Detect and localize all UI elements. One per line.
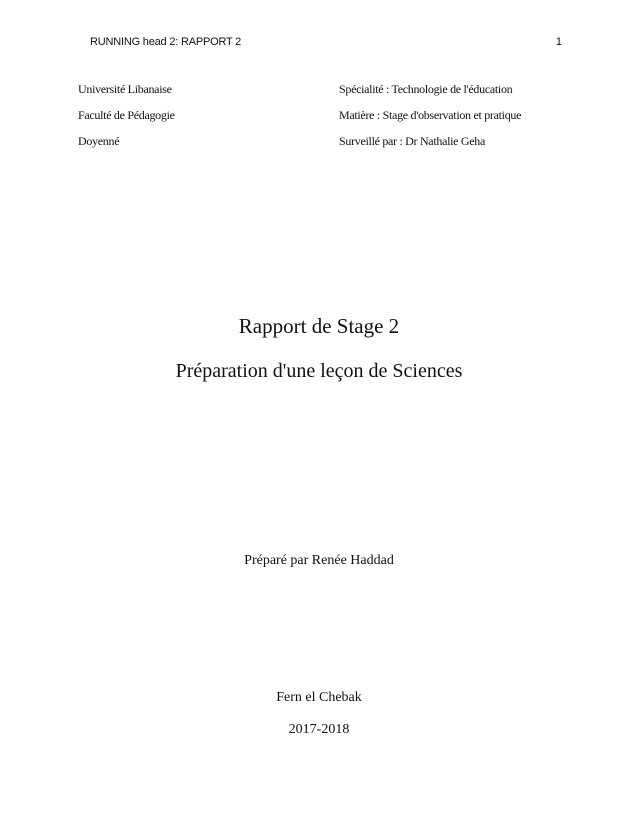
university-name: Université Libanaise [78,82,172,96]
academic-year: 2017-2018 [288,722,350,737]
subject-label: Matière : Stage d'observation et pratique [339,108,522,122]
report-subtitle: Préparation d'une leçon de Sciences [175,360,463,382]
specialty-label: Spécialité : Technologie de l'éducation [339,82,513,96]
faculty-name: Faculté de Pédagogie [78,108,175,122]
place-name: Fern el Chebak [276,690,362,705]
supervisor-label: Surveillé par : Dr Nathalie Geha [339,134,486,148]
dean-office: Doyenné [78,134,120,148]
running-head: RUNNING head 2: RAPPORT 2 [90,36,242,48]
report-title: Rapport de Stage 2 [238,314,400,338]
page-number: 1 [555,36,562,48]
author-line: Préparé par Renée Haddad [244,553,394,568]
